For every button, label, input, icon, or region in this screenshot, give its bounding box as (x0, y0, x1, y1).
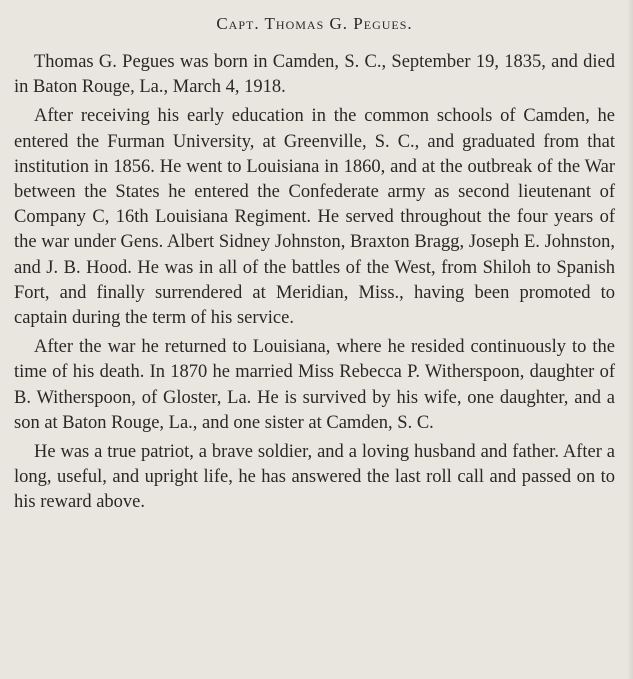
paragraph-tribute: He was a true patriot, a brave soldier, and a loving husband and father. After a long, useful, and upright life, he has answered the last roll call and passed on to his reward above. (14, 442, 615, 513)
page-edge-shadow (627, 0, 633, 679)
paragraph-education-military: After receiving his early education in the common schools of Camden, he entered the Furman University, at Greenville, S. C., and graduated from that institution in 1856. He went to Louisiana in 1860, and at the outbreak of the War between the States he entered the Confederate army as second lieutenant of Company C, 16th Louisiana Regiment. He served throughout the four years of the war under Gens. Albert Sidney Johnston, Braxton Bragg, Joseph E. Johnston, and J. B. Hood. He was in all of the battles of the West, from Shiloh to Spanish Fort, and finally surrendered at Meridian, Miss., having been promoted to captain during the term of his service. (14, 106, 615, 329)
paragraph-birth-death: Thomas G. Pegues was born in Camden, S. C., September 19, 1835, and died in Baton Rouge, La., March 4, 1918. (14, 52, 615, 98)
article-title: Capt. Thomas G. Pegues. (216, 14, 413, 33)
paragraph-postwar-family: After the war he returned to Louisiana, where he resided continuously to the time of his death. In 1870 he married Miss Rebecca P. Witherspoon, daughter of B. Witherspoon, of Gloster, La. He is survived by his wife, one daughter, and a son at Baton Rouge, La., and one sister at Camden, S. C. (14, 337, 615, 433)
